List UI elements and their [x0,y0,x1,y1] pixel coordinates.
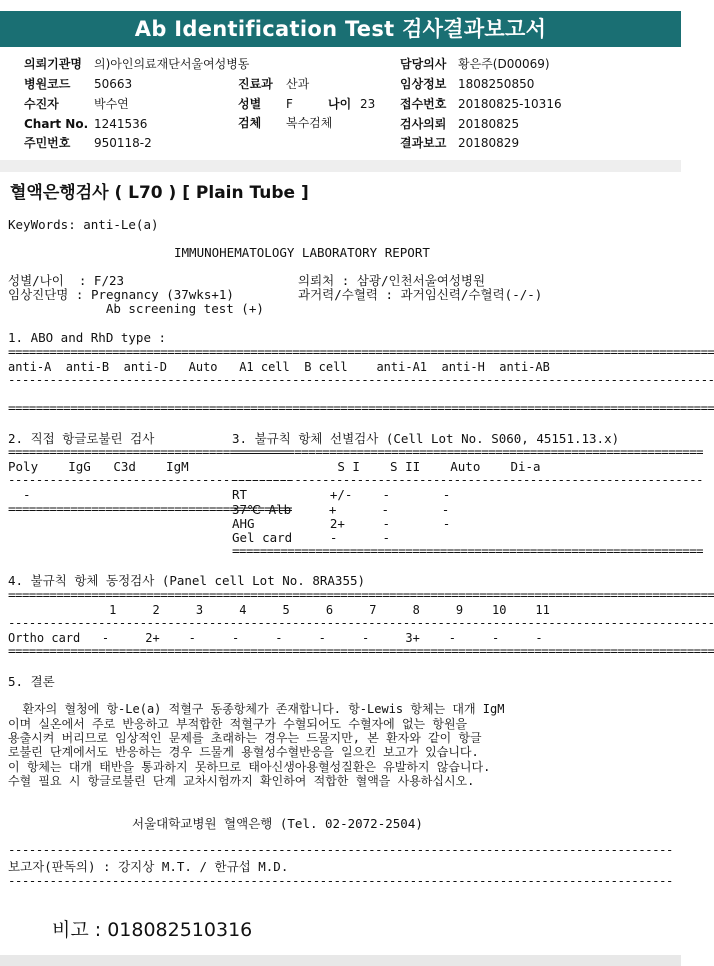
screening-section-title: 3. 불규칙 항체 선별검사 (Cell Lot No. S060, 45151.13.x) [232,431,620,446]
lab-report-title: IMMUNOHEMATOLOGY LABORATORY REPORT [174,245,430,260]
specimen-label: 검체 [238,116,262,130]
age-value: 23 [360,97,376,111]
section-title: 혈액은행검사 ( L70 ) [ Plain Tube ] [10,183,309,203]
header-divider [0,160,681,172]
report-title-banner: Ab Identification Test 검사결과보고서 [0,11,681,47]
note-reference: 비고 : 018082510316 [52,919,253,941]
conclusion-line: 환자의 혈청에 항-Le(a) 적혈구 동종항체가 존재합니다. 항-Lewis 항체는 대개 IgM [8,702,505,716]
keywords: KeyWords: anti-Le(a) [8,217,159,232]
clinical-info-label: 임상정보 [400,77,447,91]
double-rule: ====================================================================================================== [8,643,714,658]
report-date-value: 20180829 [458,136,520,150]
clinical-info-value: 1808250850 [458,77,535,91]
screening-row: 37℃ Alb + - - [232,502,450,517]
request-date-value: 20180825 [458,117,520,131]
report-date-label: 결과보고 [400,136,447,150]
abo-table-headers: anti-A anti-B anti-D Auto A1 cell B cell anti-A1 anti-H anti-AB [8,360,550,374]
dat-table-headers: Poly IgG C3d IgM [8,459,189,474]
screening-row: Gel card - - [232,530,391,545]
doctor-label: 담당의사 [400,57,447,71]
single-rule: ------------------------------------------------------------------------------------------------------ [8,372,714,387]
chart-no-label: Chart No. [24,117,89,131]
abo-section-title: 1. ABO and RhD type : [8,330,167,345]
sex-age-line: 성별/나이 : F/23 [8,273,125,288]
conclusion-section-title: 5. 결론 [8,674,55,689]
screening-row: RT +/- - - [232,487,451,502]
identification-section-title: 4. 불규칙 항체 동정검사 (Panel cell Lot No. 8RA355) [8,573,366,588]
resident-no-label: 주민번호 [24,136,71,150]
sex-value: F [286,97,293,111]
conclusion-line: 이 항체는 대개 태반을 통과하지 못하므로 태아신생아용혈성질환은 유발하지 않습니다. [8,760,491,774]
single-rule: ------------------------------------------------------------------------------------------------------ [8,615,714,630]
dat-table-values: - [8,487,31,502]
requester-line: 의뢰처 : 삼광/인천서울여성병원 [298,273,486,288]
receipt-no-value: 20180825-10316 [458,97,562,111]
conclusion-line: 이며 실온에서 주로 반응하고 부적합한 적혈구가 수혈되어도 수혈자에 없는 항원을 [8,717,468,731]
double-rule: ========================================= [8,501,292,516]
double-rule: ====================================================================================================== [8,400,714,415]
chart-no-value: 1241536 [94,117,148,131]
request-date-label: 검사의뢰 [400,117,447,131]
ortho-card-row: Ortho card - 2+ - - - - - 3+ - - - [8,631,543,645]
department-value: 산과 [286,77,310,91]
dat-section-title: 2. 직접 항글로불린 검사 [8,431,155,446]
double-rule: ==================================================================== [232,444,703,459]
diagnosis-line-2: Ab screening test (+) [8,301,264,316]
department-label: 진료과 [238,77,273,91]
conclusion-line: 수혈 필요 시 항글로불린 단계 교차시험까지 확인하여 적합한 혈액을 사용하십시오. [8,774,475,788]
request-institution-value: 의)아인의료재단서울여성병동 [94,57,250,71]
screening-table-headers: S I S II Auto Di-a [232,459,541,474]
patient-label: 수진자 [24,97,59,111]
age-label: 나이 [328,97,352,111]
conclusion-line: 로불린 단계에서도 반응하는 경우 드물게 용혈성수혈반응을 일으킨 보고가 있습니다. [8,745,479,759]
sex-label: 성별 [238,97,262,111]
single-rule: ----------------------------------------- [8,472,292,487]
double-rule: ====================================================================================================== [8,587,714,602]
single-rule: ------------------------------------------------------------------------------------------------ [8,873,673,888]
reporter-line: 보고자(판독의) : 강지상 M.T. / 한규섭 M.D. [8,859,289,874]
single-rule: ------------------------------------------------------------------------------------------------ [8,842,673,857]
doctor-value: 황은주(D00069) [458,57,550,71]
specimen-value: 복수검체 [286,116,333,130]
screening-row: AHG 2+ - - [232,516,451,531]
resident-no-value: 950118-2 [94,136,152,150]
receipt-no-label: 접수번호 [400,97,447,111]
double-rule: ====================================================================================================== [8,344,714,359]
diagnosis-line-1: 임상진단명 : Pregnancy (37wks+1) [8,287,234,302]
double-rule: ==================================================================== [232,543,703,558]
patient-value: 박수연 [94,97,129,111]
single-rule: -------------------------------------------------------------------- [232,472,703,487]
hospital-code-label: 병원코드 [24,77,71,91]
history-line: 과거력/수혈력 : 과거임신력/수혈력(-/-) [298,287,543,302]
footer-band [0,955,681,966]
hospital-code-value: 50663 [94,77,133,91]
conclusion-line: 용출시켜 버리므로 임상적인 문제를 초래하는 경우는 드물지만, 본 환자와 같이 항글 [8,731,482,745]
lab-name: 서울대학교병원 혈액은행 (Tel. 02-2072-2504) [132,816,423,831]
double-rule: ========================================= [8,444,292,459]
request-institution-label: 의뢰기관명 [24,57,82,71]
panel-cell-numbers: 1 2 3 4 5 6 7 8 9 10 11 [8,603,550,617]
